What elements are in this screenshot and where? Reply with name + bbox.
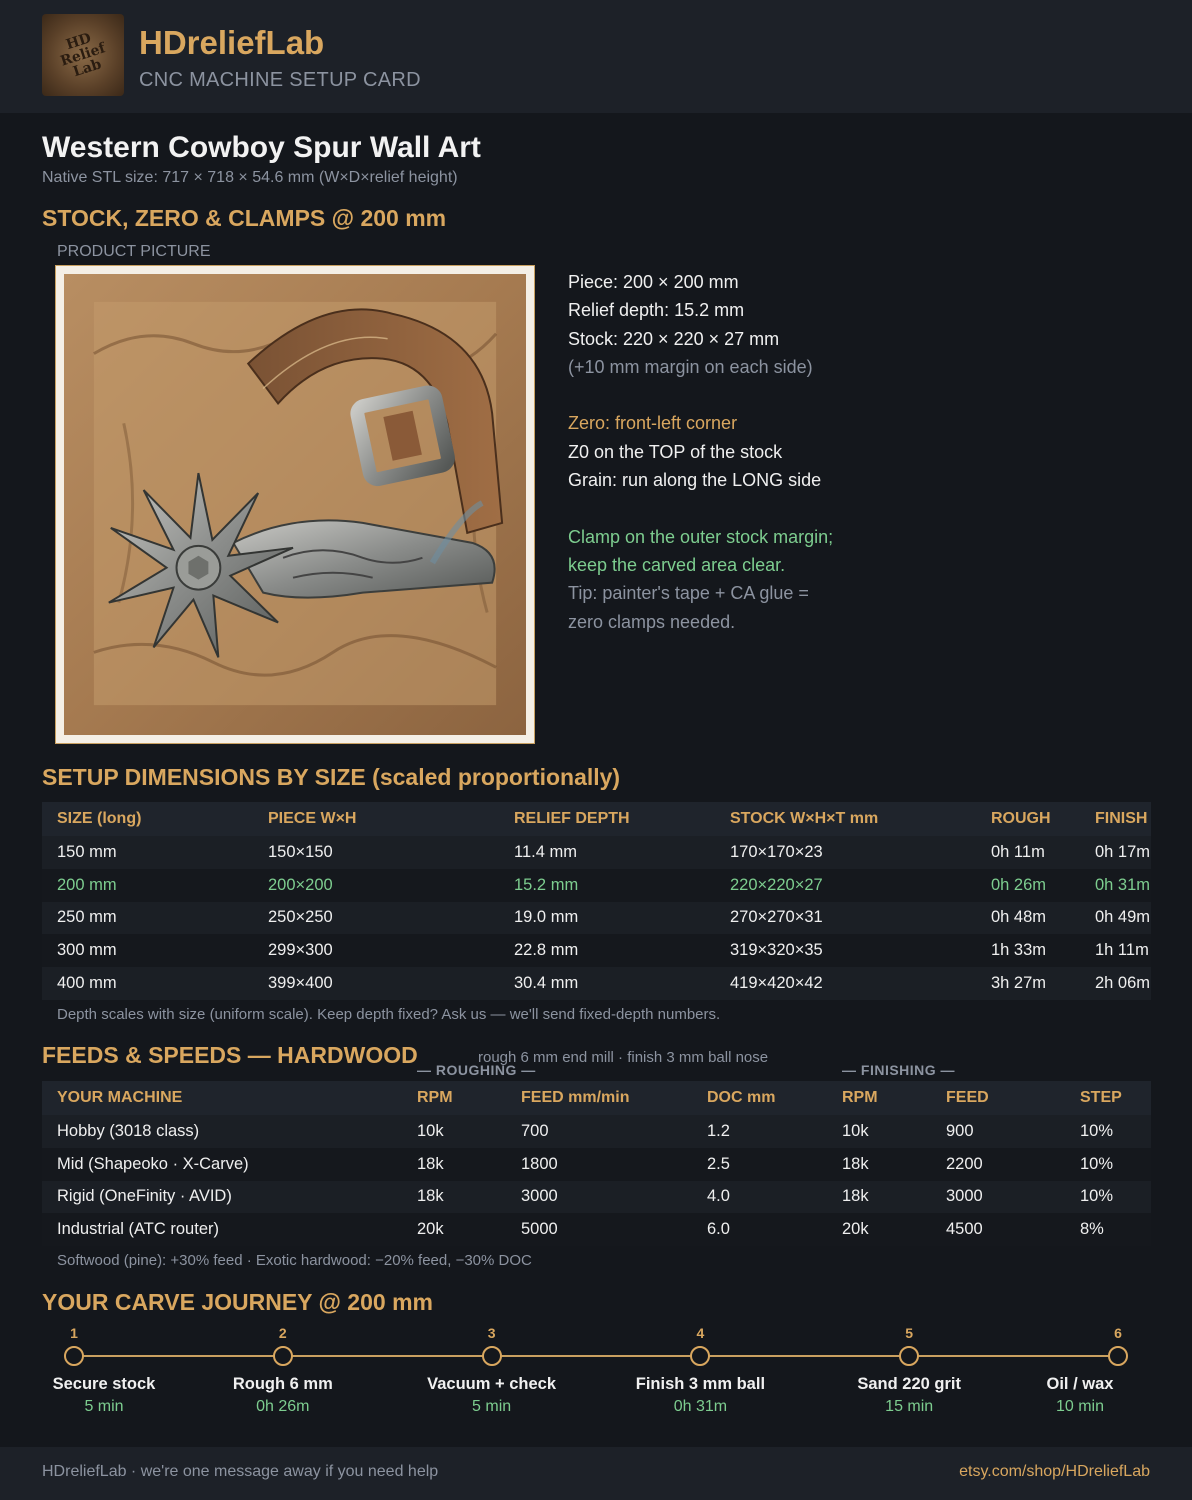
roughing-group-label: — ROUGHING —: [417, 1062, 536, 1078]
feeds-row: [42, 1181, 1151, 1214]
dimensions-cell: 0h 11m: [976, 836, 1080, 869]
journey-step-marker: [482, 1346, 502, 1366]
feeds-cell: 4500: [931, 1213, 1065, 1246]
feeds-cell: 1800: [506, 1148, 692, 1181]
feeds-cell: 3000: [506, 1181, 692, 1214]
journey-step-number: 4: [696, 1325, 705, 1341]
spur-relief-image: [64, 274, 526, 735]
feeds-cell: Hobby (3018 class): [42, 1115, 402, 1148]
dimensions-cell: 19.0 mm: [499, 902, 715, 935]
feeds-cell: 2.5: [692, 1148, 827, 1181]
footer-message: HDreliefLab · we're one message away if you need help: [42, 1463, 439, 1480]
feeds-cell: 10%: [1065, 1148, 1151, 1181]
feeds-column-header: FEED: [931, 1081, 1065, 1115]
feeds-cell: 3000: [931, 1181, 1065, 1214]
dimensions-row: [42, 967, 1151, 1000]
dimensions-cell: 2h 06m: [1080, 967, 1151, 1000]
dimensions-heading: SETUP DIMENSIONS BY SIZE (scaled proportionally): [42, 764, 621, 790]
dimensions-column-header: ROUGH: [976, 802, 1080, 836]
dimensions-row: [42, 836, 1151, 869]
feeds-column-header: YOUR MACHINE: [42, 1081, 402, 1115]
stock-info-line: keep the carved area clear.: [568, 554, 786, 575]
journey-step-time: 5 min: [84, 1398, 124, 1415]
feeds-cell: Mid (Shapeoko · X-Carve): [42, 1148, 402, 1181]
feeds-column-header: DOC mm: [692, 1081, 827, 1115]
dimensions-cell: 15.2 mm: [499, 869, 715, 902]
journey-step-number: 6: [1114, 1325, 1122, 1341]
dimensions-cell: 1h 33m: [976, 934, 1080, 967]
dimensions-row: [42, 934, 1151, 967]
dimensions-column-header: SIZE (long): [42, 802, 253, 836]
feeds-cell: 900: [931, 1115, 1065, 1148]
journey-step-marker: [1108, 1346, 1128, 1366]
journey-step-time: 0h 31m: [673, 1398, 728, 1415]
journey-step-marker: [899, 1346, 919, 1366]
feeds-cell: 700: [506, 1115, 692, 1148]
journey-step-label: Finish 3 mm ball: [635, 1375, 766, 1393]
stock-info-line: (+10 mm margin on each side): [568, 356, 813, 377]
dimensions-cell: 11.4 mm: [499, 836, 715, 869]
stock-info: [568, 268, 833, 636]
feeds-cell: 18k: [827, 1148, 931, 1181]
journey-step-time: 0h 26m: [256, 1398, 310, 1415]
feeds-cell: Industrial (ATC router): [42, 1213, 402, 1246]
journey-heading: YOUR CARVE JOURNEY @ 200 mm: [42, 1289, 433, 1315]
journey-step-number: 3: [487, 1325, 496, 1341]
dimensions-row: [42, 869, 1151, 902]
feeds-cell: 10k: [402, 1115, 506, 1148]
stock-info-line: Clamp on the outer stock margin;: [568, 526, 834, 547]
stock-info-line: Relief depth: 15.2 mm: [568, 300, 745, 321]
feeds-cell: 1.2: [692, 1115, 827, 1148]
dimensions-cell: 0h 49m: [1080, 902, 1151, 935]
dimensions-column-header: FINISH: [1080, 802, 1151, 836]
journey-step-label: Oil / wax: [1046, 1375, 1114, 1393]
brand-logo: [42, 14, 124, 96]
dimensions-cell: 0h 17m: [1080, 836, 1151, 869]
dimensions-cell: 150 mm: [42, 836, 253, 869]
journey-step-label: Vacuum + check: [427, 1375, 557, 1393]
dimensions-cell: 150×150: [253, 836, 499, 869]
stock-info-line: zero clamps needed.: [568, 611, 736, 632]
journey-step-label: Rough 6 mm: [232, 1375, 333, 1393]
dimensions-column-header: STOCK W×H×T mm: [715, 802, 976, 836]
dimensions-cell: 22.8 mm: [499, 934, 715, 967]
dimensions-cell: 250×250: [253, 902, 499, 935]
stock-info-spacer: [568, 494, 833, 522]
stock-info-spacer: [568, 381, 833, 409]
dimensions-cell: 200 mm: [42, 869, 253, 902]
stock-info-line: Stock: 220 × 220 × 27 mm: [568, 328, 780, 349]
card-type: CNC MACHINE SETUP CARD: [139, 69, 421, 91]
brand-name: HDreliefLab: [139, 24, 325, 61]
journey-step-time: 5 min: [472, 1398, 512, 1415]
feeds-cell: 4.0: [692, 1181, 827, 1214]
dimensions-cell: 299×300: [253, 934, 499, 967]
dimensions-cell: 0h 31m: [1080, 869, 1151, 902]
journey-step-marker: [273, 1346, 293, 1366]
dimensions-cell: 399×400: [253, 967, 499, 1000]
shop-link[interactable]: etsy.com/shop/HDreliefLab: [959, 1463, 1150, 1480]
dimensions-cell: 0h 26m: [976, 869, 1080, 902]
product-title: Western Cowboy Spur Wall Art: [42, 131, 481, 164]
dimensions-cell: 0h 48m: [976, 902, 1080, 935]
feeds-heading: FEEDS & SPEEDS — HARDWOOD: [42, 1042, 418, 1068]
journey-step-marker: [64, 1346, 84, 1366]
timeline-line: [74, 1355, 1118, 1357]
feeds-table: [42, 1081, 1151, 1246]
feeds-cell: 20k: [827, 1213, 931, 1246]
feeds-row: [42, 1115, 1151, 1148]
journey-step-number: 5: [905, 1325, 914, 1341]
tool-note: rough 6 mm end mill · finish 3 mm ball nose: [478, 1049, 769, 1066]
feeds-column-header: STEP: [1065, 1081, 1151, 1115]
dimensions-cell: 220×220×27: [715, 869, 976, 902]
feeds-cell: 5000: [506, 1213, 692, 1246]
dimensions-table: [42, 802, 1151, 1000]
logo-wordmark: HD Relief Lab: [58, 30, 108, 81]
feeds-cell: 10%: [1065, 1181, 1151, 1214]
feeds-column-header: RPM: [402, 1081, 506, 1115]
dimensions-cell: 400 mm: [42, 967, 253, 1000]
dimensions-cell: 300 mm: [42, 934, 253, 967]
dimensions-cell: 419×420×42: [715, 967, 976, 1000]
journey-step-time: 15 min: [885, 1398, 934, 1415]
feeds-cell: 20k: [402, 1213, 506, 1246]
journey-step-marker: [690, 1346, 710, 1366]
finishing-group-label: — FINISHING —: [842, 1062, 956, 1078]
feeds-cell: 18k: [402, 1148, 506, 1181]
feeds-cell: Rigid (OneFinity · AVID): [42, 1181, 402, 1214]
journey-step-number: 1: [70, 1325, 78, 1341]
feeds-cell: 18k: [402, 1181, 506, 1214]
dimensions-cell: 170×170×23: [715, 836, 976, 869]
feeds-column-header: RPM: [827, 1081, 931, 1115]
feeds-cell: 18k: [827, 1181, 931, 1214]
journey-step-number: 2: [278, 1325, 287, 1341]
feeds-cell: 8%: [1065, 1213, 1151, 1246]
dimensions-cell: 250 mm: [42, 902, 253, 935]
product-picture: [55, 265, 535, 744]
stock-info-line: Z0 on the TOP of the stock: [568, 441, 783, 462]
dimensions-row: [42, 902, 1151, 935]
journey-step-label: Secure stock: [52, 1375, 156, 1393]
feeds-cell: 2200: [931, 1148, 1065, 1181]
stock-info-line: Tip: painter's tape + CA glue =: [568, 583, 809, 604]
native-size: Native STL size: 717 × 718 × 54.6 mm (W×D×relief height): [42, 169, 458, 186]
feeds-cell: 10%: [1065, 1115, 1151, 1148]
journey-step-time: 10 min: [1055, 1398, 1105, 1415]
dimensions-column-header: PIECE W×H: [253, 802, 499, 836]
feeds-cell: 10k: [827, 1115, 931, 1148]
stock-heading: STOCK, ZERO & CLAMPS @ 200 mm: [42, 205, 447, 231]
feeds-note: Softwood (pine): +30% feed · Exotic hardwood: −20% feed, −30% DOC: [57, 1252, 532, 1269]
dimensions-column-header: RELIEF DEPTH: [499, 802, 715, 836]
stock-info-line: Grain: run along the LONG side: [568, 470, 822, 491]
dimensions-note: Depth scales with size (uniform scale). Keep depth fixed? Ask us — we'll send fixed-depth numbers.: [57, 1006, 721, 1023]
dimensions-cell: 270×270×31: [715, 902, 976, 935]
feeds-row: [42, 1148, 1151, 1181]
picture-label: PRODUCT PICTURE: [57, 243, 211, 260]
feeds-column-header: FEED mm/min: [506, 1081, 692, 1115]
stock-info-line: Piece: 200 × 200 mm: [568, 272, 739, 292]
dimensions-cell: 30.4 mm: [499, 967, 715, 1000]
dimensions-cell: 200×200: [253, 869, 499, 902]
journey-step-label: Sand 220 grit: [857, 1375, 961, 1393]
dimensions-cell: 1h 11m: [1080, 934, 1151, 967]
feeds-cell: 6.0: [692, 1213, 827, 1246]
feeds-row: [42, 1213, 1151, 1246]
dimensions-cell: 319×320×35: [715, 934, 976, 967]
stock-info-line: Zero: front-left corner: [568, 413, 738, 434]
dimensions-cell: 3h 27m: [976, 967, 1080, 1000]
